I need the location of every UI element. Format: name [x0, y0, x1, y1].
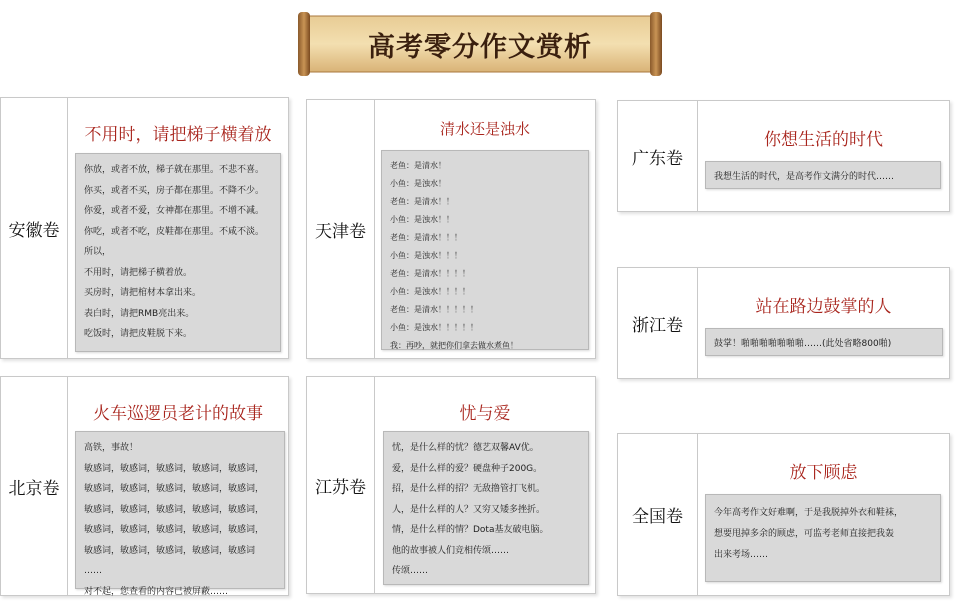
essay-content [705, 161, 941, 189]
essay-line: 买房时，请把棺材本拿出来。 [84, 288, 202, 298]
essay-line: …… [84, 566, 102, 576]
essay-line: 所以， [84, 247, 112, 257]
essay-card-zhejiang [617, 267, 950, 379]
essay-line: 他的故事被人们竞相传颂…… [392, 545, 510, 556]
essay-line: 敏感词，敏感词，敏感词，敏感词，敏感词 [84, 545, 256, 556]
essay-line: 敏感词，敏感词，敏感词，敏感词，敏感词， [84, 463, 265, 474]
essay-line: 传颂…… [392, 566, 429, 576]
essay-title: 忧与爱 [459, 404, 511, 424]
essay-card-beijing [0, 376, 289, 596]
essay-line: 老鱼：是清水！！ [390, 197, 454, 206]
essay-line: 你吃，或者不吃，皮鞋都在那里。不咸不淡。 [84, 226, 265, 237]
essay-line: 你爱，或者不爱，女神都在那里。不增不减。 [84, 206, 265, 216]
essay-line: 老鱼：是清水！ [390, 161, 446, 170]
essay-line: 小鱼：是浊水！ [390, 179, 446, 188]
essay-title: 站在路边鼓掌的人 [755, 297, 892, 317]
essay-line: 爱，是什么样的爱？硬盘种子200G。 [392, 463, 543, 474]
essay-line: 出来考场…… [714, 550, 769, 560]
essay-content [381, 150, 589, 350]
essay-line: 小鱼：是浊水！！！！！ [390, 323, 478, 332]
title-banner [298, 12, 662, 76]
essay-title: 火车巡逻员老计的故事 [93, 404, 263, 424]
essay-line: 情，是什么样的情？Dota基友破电脑。 [392, 525, 549, 535]
essay-line: 老鱼：是清水！！！！！ [390, 305, 478, 314]
essay-card-anhui [0, 97, 289, 359]
essay-content [705, 328, 943, 356]
essay-title: 不用时，请把梯子横着放 [84, 125, 272, 145]
essay-line: 忧，是什么样的忧？德艺双馨AV优。 [392, 443, 539, 453]
essay-line: 小鱼：是浊水！！！！ [390, 287, 470, 296]
province-label: 浙江卷 [618, 268, 698, 378]
essay-line: 小鱼：是浊水！！ [390, 215, 454, 224]
essay-content [75, 431, 285, 597]
essay-line: 人，是什么样的人？又穷又矮多挫折。 [392, 504, 546, 515]
essay-line: 小鱼：是浊水！！！ [390, 251, 462, 260]
essay-line: 高铁，事故！ [84, 443, 139, 453]
province-label: 广东卷 [618, 101, 698, 211]
essay-line: 老鱼：是清水！！！！ [390, 269, 470, 278]
essay-card-quanguo [617, 433, 950, 596]
page-title: 高考零分作文赏析 [368, 31, 592, 63]
essay-line: 表白时，请把RMB亮出来。 [84, 308, 195, 319]
province-label: 北京卷 [1, 377, 68, 595]
essay-line: 老鱼：是清水！！！ [390, 233, 462, 242]
essay-line: 敏感词，敏感词，敏感词，敏感词，敏感词， [84, 525, 265, 535]
essay-title: 放下顾虑 [789, 463, 858, 483]
essay-line: 不用时，请把梯子横着放。 [84, 267, 193, 278]
province-label: 天津卷 [307, 100, 375, 358]
essay-card-jiangsu [306, 376, 596, 594]
essay-title: 你想生活的时代 [764, 130, 883, 150]
essay-line: 你放，或者不放，梯子就在那里。不悲不喜。 [84, 165, 265, 175]
essay-line: 想要甩掉多余的顾虑，可监考老师直接把我轰 [714, 529, 895, 539]
essay-line: 今年高考作文好难啊，于是我脱掉外衣和鞋袜， [714, 508, 904, 518]
essay-title: 清水还是浊水 [439, 120, 530, 138]
essay-line: 招，是什么样的招？无敌撸管打飞机。 [392, 484, 546, 494]
essay-line: 敏感词，敏感词，敏感词，敏感词，敏感词， [84, 504, 265, 515]
province-label: 安徽卷 [1, 98, 68, 358]
essay-line: 对不起，您查看的内容已被屏蔽…… [84, 586, 229, 597]
essay-card-guangdong [617, 100, 950, 212]
essay-line: 吃饭时，请把皮鞋脱下来。 [84, 329, 193, 339]
essay-line: 你买，或者不买，房子都在那里。不降不少。 [84, 185, 265, 196]
province-label: 江苏卷 [307, 377, 375, 593]
province-label: 全国卷 [618, 434, 698, 595]
essay-line: 我想生活的时代，是高考作文满分的时代…… [714, 172, 895, 182]
essay-card-tianjin [306, 99, 596, 359]
essay-line: 鼓掌！啪啪啪啪啪啪啪……(此处省略800啪) [714, 339, 892, 349]
essay-content [75, 153, 281, 352]
essay-content [383, 431, 589, 585]
essay-content [705, 494, 941, 582]
essay-line: 敏感词，敏感词，敏感词，敏感词，敏感词， [84, 484, 265, 494]
essay-line: 我：再吵，就把你们拿去做水煮鱼！ [390, 341, 518, 350]
